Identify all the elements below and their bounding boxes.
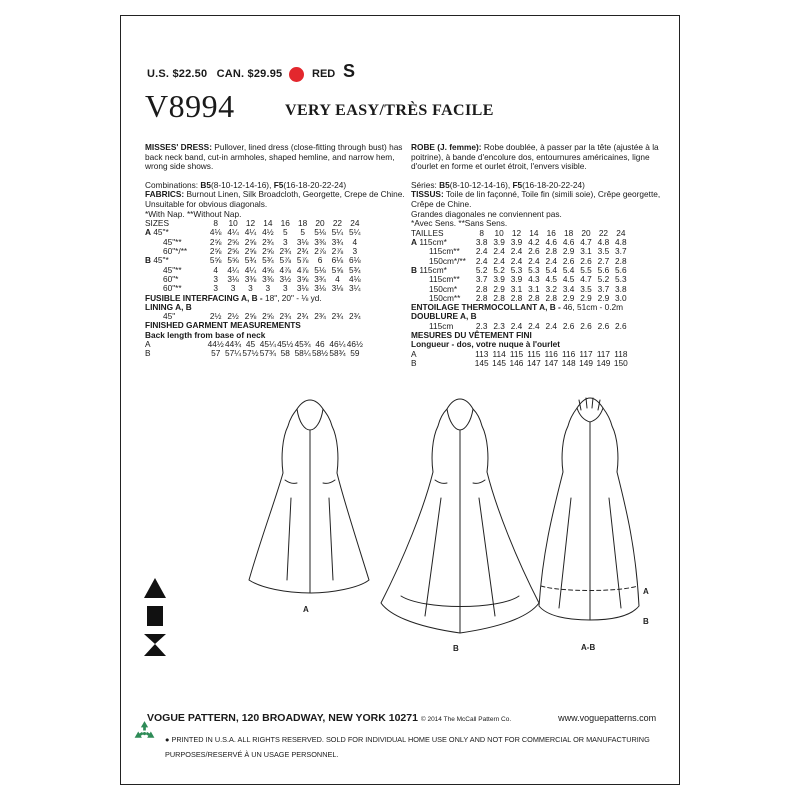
row-label: 115cm* — [419, 237, 447, 248]
table-cell: 4⅞ — [279, 264, 292, 275]
table-cell: 57½ — [242, 348, 259, 359]
table-cell: 3 — [282, 236, 288, 247]
row-label: 115cm** — [429, 246, 460, 257]
table-cell: 4⅞ — [296, 264, 309, 275]
table-row — [145, 349, 364, 358]
table-cell: 59 — [350, 348, 360, 359]
table-cell: 5 — [282, 227, 288, 238]
row-label: A — [145, 339, 151, 350]
table-cell: 2.6 — [580, 255, 592, 266]
table-cell: 4.6 — [562, 237, 575, 248]
table-cell: 2.4 — [510, 246, 523, 257]
table-cell: 147 — [544, 357, 559, 368]
table-cell: 4.2 — [528, 237, 540, 248]
table-cell: 3⅝ — [296, 273, 309, 284]
table-cell: 2⅝ — [227, 246, 239, 257]
table-cell: 3¼ — [349, 283, 361, 294]
table-cell: 145 — [474, 357, 489, 368]
table-cell: 5⅛ — [314, 264, 326, 275]
combinations-fr: Séries: B5(8-10-12-14-16), F5(16-18-20-22-24) — [411, 179, 585, 190]
table-cell: 2.9 — [597, 292, 610, 303]
table-cell: 2.4 — [510, 255, 523, 266]
table-cell: 4 — [352, 236, 358, 247]
table-cell: 6 — [317, 255, 323, 266]
price-line — [147, 68, 282, 80]
unsuitable-en: Unsuitable for obvious diagonals. — [145, 198, 268, 209]
sketch-view-b — [381, 399, 539, 633]
table-cell: 4¼ — [227, 264, 239, 275]
pattern-symbols — [141, 574, 169, 660]
table-cell: 3 — [213, 283, 218, 294]
table-cell: 4.6 — [545, 237, 558, 248]
fabrics-fr: TISSUS: Toile de lin façonné, Toile fin (simili soie), Crêpe georgette, Crêpe de Chine. — [411, 189, 661, 209]
table-cell: 3⅛ — [314, 283, 326, 294]
table-cell: 44¾ — [225, 339, 242, 350]
table-cell: 45½ — [277, 339, 294, 350]
table-cell: 58½ — [311, 348, 329, 359]
table-cell: 2.8 — [493, 292, 505, 303]
sketch-label-b: B — [453, 644, 459, 653]
difficulty-rating: VERY EASY/TRÈS FACILE — [285, 102, 494, 119]
view-b-rows-en — [145, 256, 364, 293]
nap-note-fr: *Avec Sens. **Sans Sens. — [411, 218, 508, 229]
table-cell: 4.7 — [580, 237, 592, 248]
table-cell: 5.2 — [475, 264, 488, 275]
row-label: 45"** — [163, 236, 182, 247]
table-cell: 2.9 — [580, 292, 592, 303]
table-cell: 2.6 — [580, 320, 592, 331]
table-cell: 4⅛ — [209, 227, 222, 238]
table-cell: 117 — [596, 348, 611, 359]
table-cell: 5⅝ — [209, 255, 222, 266]
row-label: 150cm** — [429, 292, 461, 303]
table-cell: 3 — [352, 246, 358, 257]
table-cell: 2.9 — [562, 246, 575, 257]
table-cell: 2.9 — [493, 283, 505, 294]
table-cell: 5.3 — [615, 274, 627, 285]
view-a-rows-fr — [411, 238, 630, 266]
table-cell: 2.6 — [562, 255, 575, 266]
table-cell: 3.1 — [580, 246, 592, 257]
table-cell: 57¾ — [259, 348, 276, 359]
view-b-rows-fr — [411, 266, 630, 303]
table-cell: 2⅝ — [227, 236, 239, 247]
table-cell: 2⅞ — [314, 246, 326, 257]
table-cell: 5⅛ — [314, 227, 326, 238]
table-cell: 2.6 — [528, 246, 540, 257]
view-a-rows-en — [145, 228, 364, 256]
garment-sub-en: Back length from base of neck — [145, 329, 266, 340]
lining-title-en: LINING A, B — [145, 301, 192, 312]
table-cell: 2.3 — [475, 320, 488, 331]
table-cell: 3.7 — [615, 246, 627, 257]
table-cell: 46½ — [346, 339, 363, 350]
table-cell: 4 — [335, 273, 340, 284]
table-cell: 2.8 — [545, 246, 558, 257]
table-cell: 3 — [248, 283, 253, 294]
table-cell: 2¾ — [314, 311, 326, 322]
english-column — [145, 143, 407, 359]
table-cell: 2¾ — [279, 246, 292, 257]
table-cell: 5.5 — [580, 264, 592, 275]
yardage-table-en — [145, 219, 364, 358]
square-symbol-icon — [147, 606, 163, 626]
table-cell: 44½ — [207, 339, 224, 350]
table-cell: 3⅛ — [227, 273, 239, 284]
table-cell: 2.4 — [493, 246, 505, 257]
table-cell: 3.5 — [580, 283, 592, 294]
table-cell: 5¾ — [349, 264, 361, 275]
row-label: 60"* — [163, 273, 179, 284]
row-label: 45"** — [163, 264, 182, 275]
table-cell: 115 — [509, 348, 524, 359]
table-cell: 2¾ — [296, 246, 309, 257]
table-cell: 45 — [245, 339, 256, 350]
table-cell: 3¾ — [314, 273, 326, 284]
table-cell: 3 — [282, 283, 288, 294]
table-cell: 57¼ — [225, 348, 242, 359]
table-cell: 149 — [579, 357, 593, 368]
price-code-label: RED — [312, 68, 336, 80]
sketch-back-label-b: B — [643, 617, 649, 626]
table-cell: 4 — [213, 264, 218, 275]
table-cell: 5.4 — [562, 264, 575, 275]
row-label: 60"*/** — [163, 246, 188, 257]
company-address: VOGUE PATTERN, 120 BROADWAY, NEW YORK 10271 — [147, 712, 418, 724]
table-cell: 4.8 — [615, 237, 627, 248]
table-cell: 46¼ — [329, 339, 346, 350]
interfacing-row-fr: ENTOILAGE THERMOCOLLANT A, B - 46, 51cm - 0.2m — [411, 302, 624, 313]
garment-sub-fr: Longueur - dos, votre nuque à l'ourlet — [411, 339, 561, 350]
table-cell: 2.4 — [510, 320, 523, 331]
price-code-dot — [289, 67, 304, 82]
yardage-table-fr — [411, 229, 630, 368]
sizes-header-row: SIZES 8 10 12 14 16 18 20 22 24 — [145, 218, 360, 229]
row-label: 150cm* — [429, 283, 458, 294]
row-label: B — [411, 357, 417, 368]
interfacing-row-en: FUSIBLE INTERFACING A, B - 18", 20" - ⅛ yd. — [145, 292, 322, 303]
nap-note-en: *With Nap. **Without Nap. — [145, 208, 242, 219]
table-cell: 2.6 — [562, 320, 575, 331]
table-cell: 5⅞ — [279, 255, 292, 266]
table-cell: 2½ — [209, 311, 222, 322]
garment-rows-en — [145, 340, 364, 359]
table-cell: 2.8 — [475, 283, 488, 294]
table-cell: 4.8 — [597, 237, 610, 248]
table-cell: 115 — [527, 348, 541, 359]
table-cell: 58¼ — [294, 348, 311, 359]
table-cell: 5.3 — [510, 264, 523, 275]
table-cell: 58 — [280, 348, 290, 359]
table-cell: 3.8 — [475, 237, 488, 248]
french-column — [411, 143, 673, 368]
table-cell: 6⅛ — [349, 255, 361, 266]
pattern-number: V8994 — [145, 88, 235, 124]
view-prefix: B — [411, 264, 417, 275]
table-cell: 114 — [492, 348, 506, 359]
table-cell: 2⅝ — [262, 246, 274, 257]
table-cell: 2.8 — [510, 292, 523, 303]
table-cell: 5⅝ — [331, 264, 344, 275]
view-prefix: A — [145, 227, 151, 238]
row-label: 45"* — [153, 227, 169, 238]
table-cell: 2.4 — [475, 246, 488, 257]
table-cell: 3⅛ — [296, 283, 309, 294]
website-link[interactable]: www.voguepatterns.com — [558, 713, 657, 723]
table-cell: 5.2 — [597, 274, 610, 285]
table-cell: 148 — [561, 357, 576, 368]
table-cell: 2⅞ — [331, 246, 344, 257]
table-cell: 5.2 — [493, 264, 505, 275]
table-cell: 4.5 — [545, 274, 558, 285]
table-cell: 2⅝ — [209, 236, 222, 247]
table-cell: 2.9 — [562, 292, 575, 303]
table-cell: 3.5 — [597, 246, 610, 257]
pattern-envelope-back — [120, 15, 680, 785]
table-cell: 117 — [579, 348, 593, 359]
row-label: 60"** — [163, 283, 182, 294]
table-row — [411, 359, 630, 368]
table-cell: 2½ — [227, 311, 239, 322]
row-label: 45" — [163, 311, 176, 322]
table-cell: 2¾ — [349, 311, 361, 322]
table-cell: 3¾ — [331, 236, 344, 247]
table-cell: 2⅝ — [209, 246, 222, 257]
table-cell: 5⅝ — [227, 255, 239, 266]
table-cell: 146 — [509, 357, 524, 368]
table-cell: 2¾ — [262, 236, 274, 247]
garment-rows-fr — [411, 350, 630, 369]
footer-company-line — [147, 712, 656, 724]
triangle-symbol-icon — [144, 578, 166, 598]
table-cell: 2.4 — [545, 320, 558, 331]
table-cell: 3.9 — [493, 237, 505, 248]
table-cell: 149 — [596, 357, 611, 368]
lining-title-fr: DOUBLURE A, B — [411, 311, 477, 322]
table-cell: 3.9 — [510, 237, 523, 248]
row-label: 45"* — [153, 255, 169, 266]
table-cell: 3.7 — [597, 283, 610, 294]
row-label: 150cm*/** — [429, 255, 466, 266]
table-cell: 4⅛ — [349, 273, 361, 284]
table-cell: 2.6 — [597, 320, 610, 331]
table-cell: 3.9 — [493, 274, 505, 285]
row-label: 115cm* — [419, 264, 447, 275]
view-prefix: A — [411, 237, 417, 248]
table-cell: 2.4 — [528, 255, 540, 266]
combinations-en: Combinations: B5(8-10-12-14-16), F5(16-18-20-22-24) — [145, 179, 347, 190]
table-cell: 2.8 — [528, 292, 540, 303]
table-cell: 113 — [475, 348, 489, 359]
table-cell: 3.0 — [615, 292, 627, 303]
table-cell: 147 — [526, 357, 541, 368]
table-cell: 57 — [211, 348, 221, 359]
sketch-view-a — [249, 400, 369, 593]
table-cell: 4¼ — [244, 264, 257, 275]
table-cell: 2¾ — [279, 311, 292, 322]
table-cell: 2⅝ — [244, 236, 257, 247]
fabrics-en: FABRICS: Burnout Linen, Silk Broadcloth, Georgette, Crepe de Chine. — [145, 189, 405, 200]
table-cell: 4½ — [262, 227, 274, 238]
table-cell: 2⅝ — [244, 311, 257, 322]
table-cell: 45¾ — [294, 339, 311, 350]
table-cell: 3.8 — [615, 283, 627, 294]
table-cell: 5¾ — [244, 255, 257, 266]
size-letter: S — [343, 61, 356, 81]
table-cell: 3.1 — [510, 283, 523, 294]
table-cell: 5¼ — [331, 227, 344, 238]
sketch-label-a: A — [303, 605, 309, 614]
table-cell: 4⅝ — [262, 264, 274, 275]
row-label: 115cm** — [429, 274, 460, 285]
table-cell: 2.6 — [615, 320, 627, 331]
garment-title-en: FINISHED GARMENT MEASUREMENTS — [145, 320, 301, 331]
table-cell: 45¼ — [259, 339, 276, 350]
table-cell: 4.7 — [580, 274, 592, 285]
table-cell: 2¾ — [331, 311, 344, 322]
table-cell: 3.9 — [510, 274, 523, 285]
bullet-icon: ● — [165, 735, 170, 744]
view-prefix: B — [145, 255, 151, 266]
row-label: B — [145, 348, 151, 359]
table-cell: 3.4 — [562, 283, 575, 294]
table-cell: 2.8 — [475, 292, 488, 303]
technical-sketches — [241, 388, 649, 668]
table-cell: 2.3 — [493, 320, 505, 331]
table-cell: 4.3 — [528, 274, 540, 285]
table-cell: 2.4 — [475, 255, 488, 266]
table-cell: 145 — [492, 357, 506, 368]
table-cell: 46 — [315, 339, 325, 350]
unsuitable-fr: Grandes diagonales ne conviennent pas. — [411, 208, 562, 219]
table-cell: 2.4 — [493, 255, 505, 266]
table-cell: 3.1 — [528, 283, 540, 294]
table-cell: 5.6 — [615, 264, 627, 275]
table-cell: 58¾ — [329, 348, 346, 359]
table-cell: 2.4 — [545, 255, 558, 266]
table-cell: 5.6 — [597, 264, 610, 275]
table-cell: 5¼ — [349, 227, 361, 238]
table-cell: 3 — [265, 283, 271, 294]
garment-title-fr: MESURES DU VÊTEMENT FINI — [411, 330, 532, 341]
table-cell: 2.8 — [545, 292, 558, 303]
table-cell: 3⅛ — [331, 283, 344, 294]
table-cell: 3 — [230, 283, 236, 294]
price-us: U.S. $22.50 — [147, 68, 208, 80]
table-cell: 4¼ — [227, 227, 239, 238]
table-cell: 2.7 — [597, 255, 610, 266]
table-cell: 3⅜ — [314, 236, 326, 247]
sizes-header-row-fr: TAILLES 8 10 12 14 16 18 20 22 24 — [411, 227, 626, 238]
sketch-label-ab: A-B — [581, 643, 596, 652]
copyright-text: © 2014 The McCall Pattern Co. — [420, 716, 512, 723]
table-cell: 3⅛ — [296, 236, 309, 247]
description-fr: ROBE (J. femme): Robe doublée, à passer par la tête (ajustée à la poitrine), à bande d'encolure dos, entournures américaines, ligne d'ourlet en forme et ourlet étroit, l'envers visible. — [411, 142, 659, 172]
table-cell: 6⅛ — [331, 255, 344, 266]
table-cell: 5¾ — [262, 255, 274, 266]
table-cell: 116 — [562, 348, 576, 359]
hourglass-symbol-icon — [144, 634, 166, 656]
table-cell: 5 — [300, 227, 305, 238]
table-cell: 2.4 — [528, 320, 540, 331]
table-cell: 116 — [544, 348, 558, 359]
sketch-back-view — [539, 398, 639, 620]
row-label: A — [411, 348, 417, 359]
table-cell: 150 — [613, 357, 628, 368]
sketch-back-label-a: A — [643, 587, 649, 596]
description-en: MISSES' DRESS: Pullover, lined dress (close-fitting through bust) has back neck band, cut-in armholes, shaped hemline, and narrow hem, wrong side shows. — [145, 142, 403, 172]
footer-notice: ● PRINTED IN U.S.A. ALL RIGHTS RESERVED. SOLD FOR INDIVIDUAL HOME USE ONLY AND NOT FOR COMMERCIAL OR MANUFACTURING PURPOSES/RESERVÉ À UN USAGE PERSONNEL. — [165, 735, 650, 759]
table-cell: 4.5 — [562, 274, 575, 285]
table-cell: 2⅝ — [244, 246, 257, 257]
row-label: 115cm — [429, 320, 454, 331]
table-cell: 3½ — [279, 273, 292, 284]
table-cell: 3 — [213, 273, 218, 284]
table-cell: 4¼ — [244, 227, 257, 238]
table-cell: 3.7 — [475, 274, 488, 285]
table-cell: 2.8 — [615, 255, 627, 266]
table-cell: 5⅞ — [296, 255, 309, 266]
table-cell: 3.2 — [545, 283, 558, 294]
table-cell: 2⅝ — [262, 311, 274, 322]
table-cell: 3⅜ — [262, 273, 274, 284]
table-cell: 2¾ — [296, 311, 309, 322]
table-cell: 3⅜ — [244, 273, 257, 284]
table-cell: 5.4 — [545, 264, 558, 275]
table-cell: 5.3 — [528, 264, 540, 275]
price-can: CAN. $29.95 — [216, 68, 283, 80]
table-cell: 118 — [614, 348, 628, 359]
